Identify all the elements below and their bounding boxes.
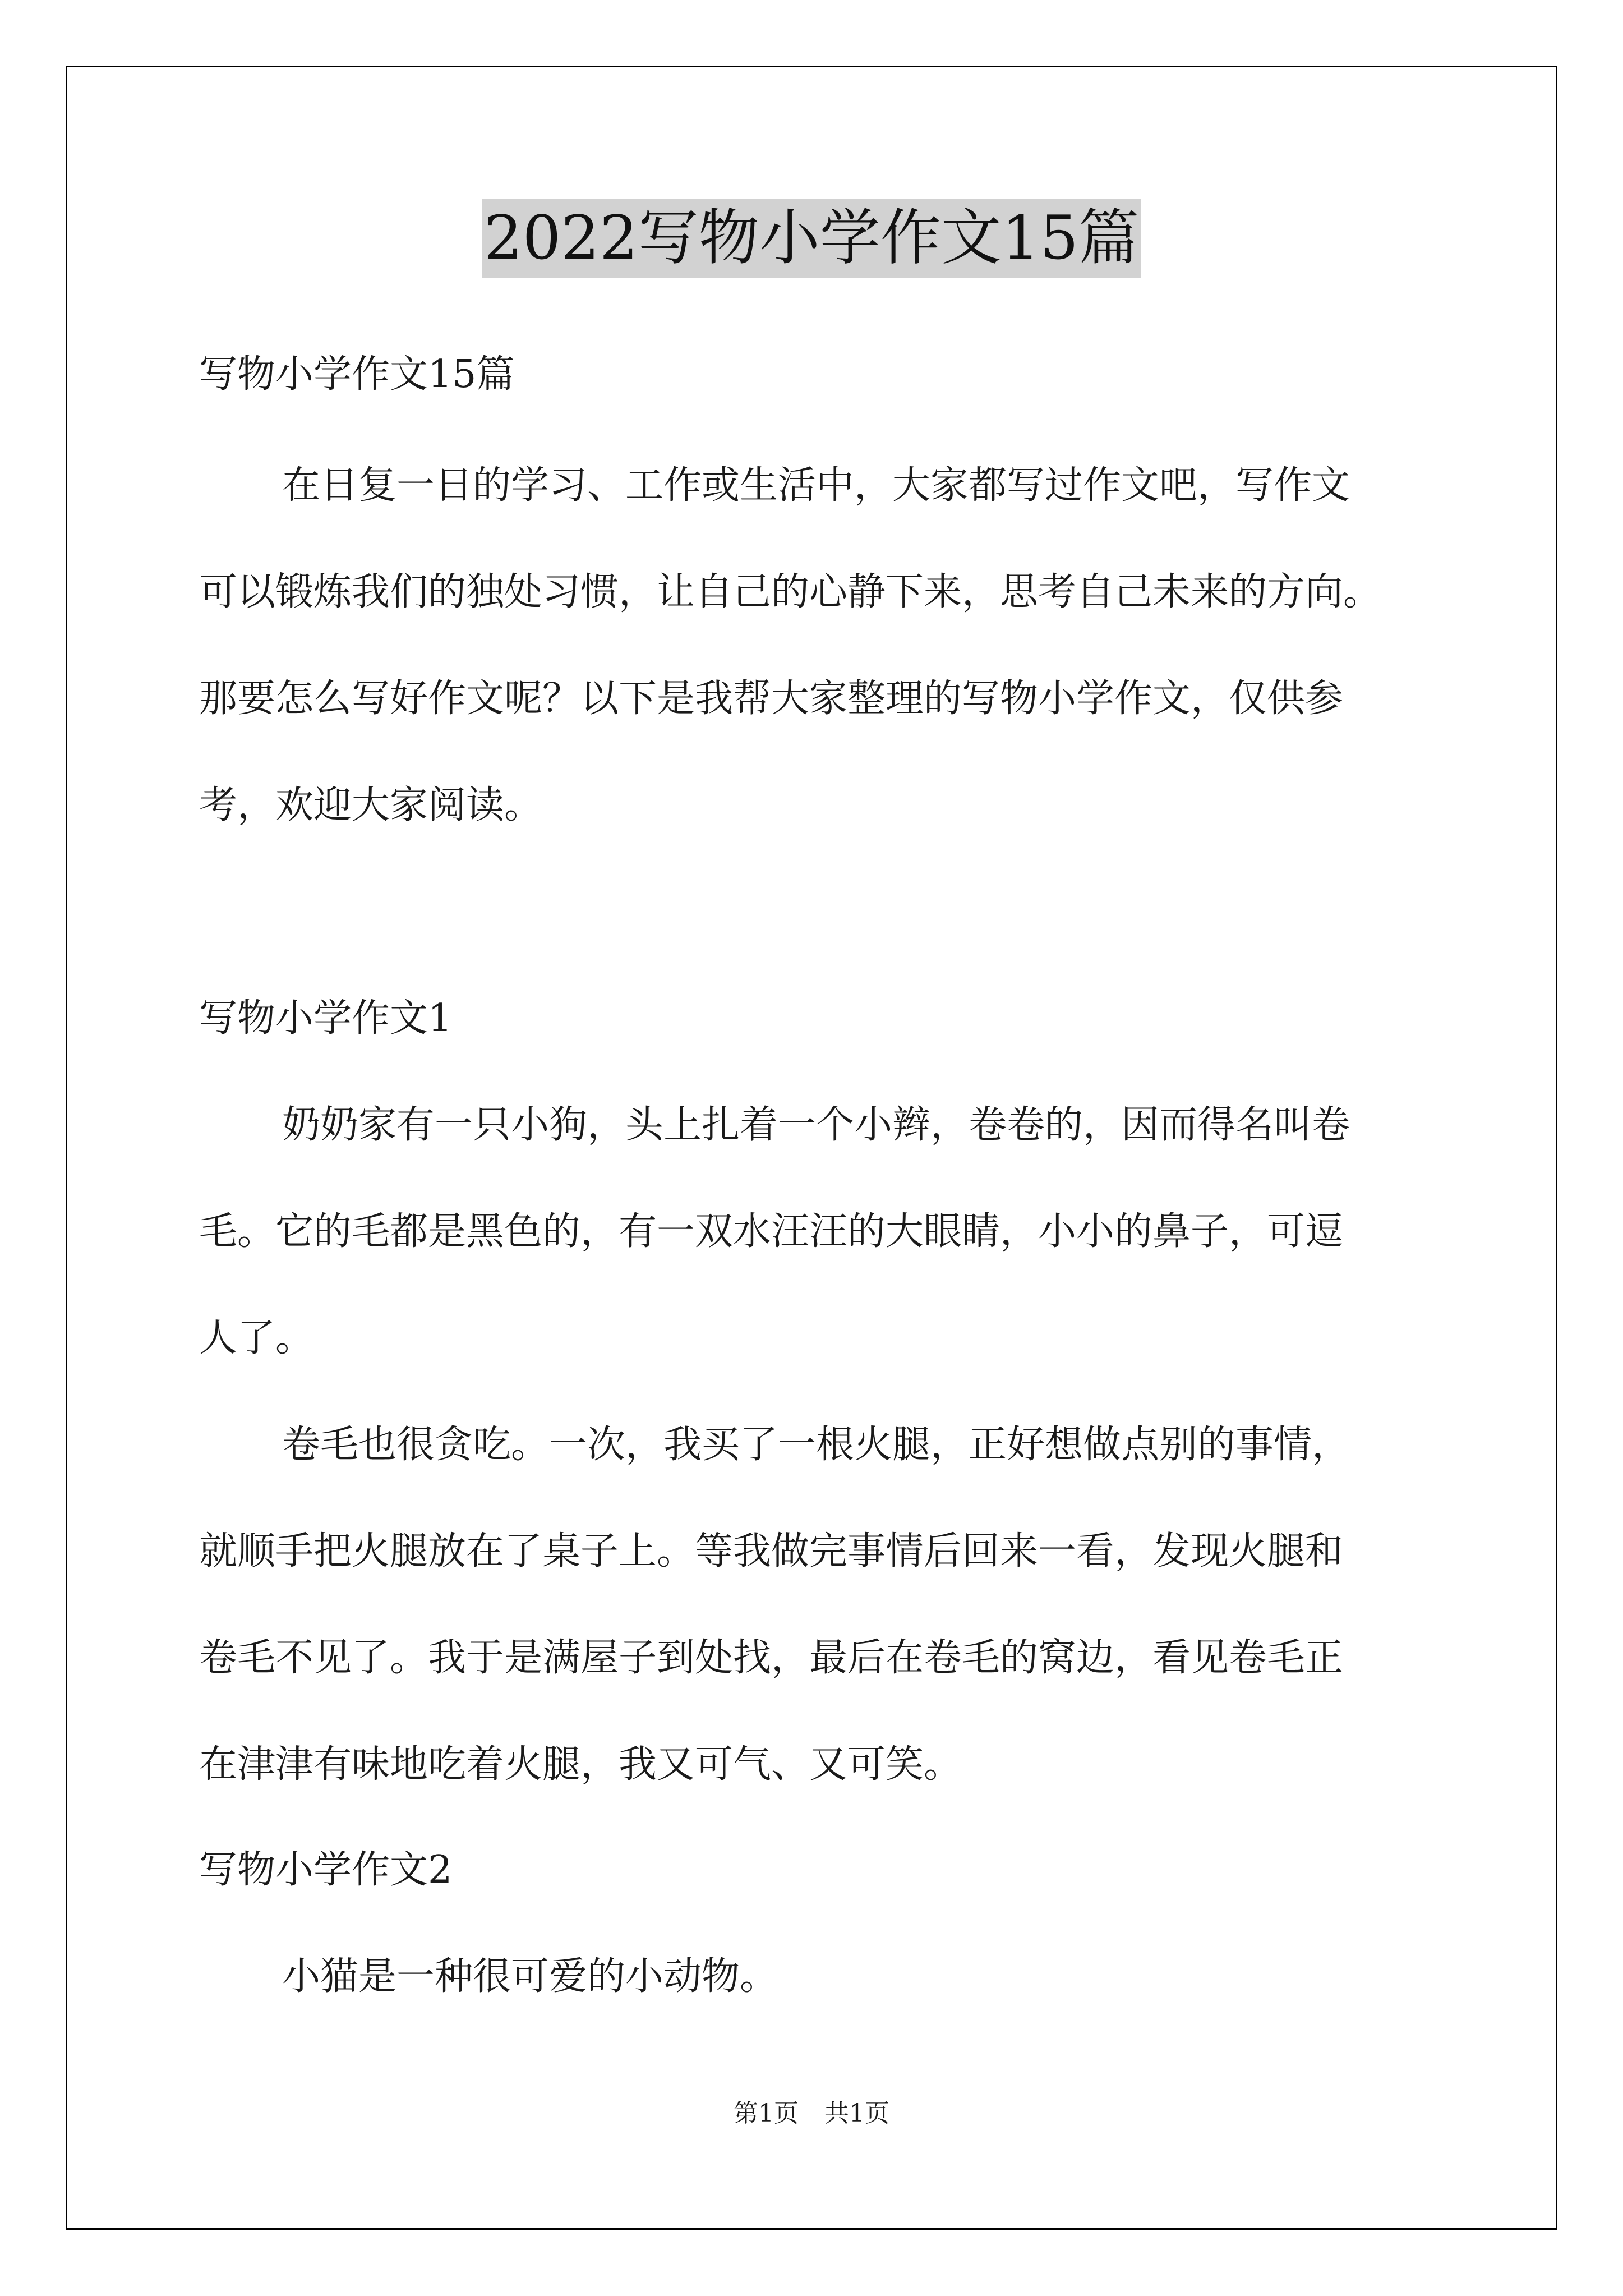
- title-block: [0, 199, 1623, 278]
- essay-1-line: 奶奶家有一只小狗，头上扎着一个小辫，卷卷的，因而得名叫卷: [282, 1103, 1350, 1147]
- essay-2-line: 小猫是一种很可爱的小动物。: [282, 1954, 778, 1999]
- essay-1-line: 卷毛不见了。我于是满屋子到处找，最后在卷毛的窝边，看见卷毛正: [199, 1636, 1344, 1680]
- intro-paragraph-line: 考，欢迎大家阅读。: [199, 783, 543, 827]
- intro-paragraph-line: 可以锻炼我们的独处习惯，让自己的心静下来，思考自己未来的方向。: [199, 570, 1382, 614]
- essay-1-line: 毛。它的毛都是黑色的，有一双水汪汪的大眼睛，小小的鼻子，可逗: [199, 1209, 1344, 1254]
- page-footer: [0, 2098, 1623, 2129]
- page-number: 第1页: [734, 2099, 799, 2128]
- intro-paragraph-line: 那要怎么写好作文呢？以下是我帮大家整理的写物小学作文，仅供参: [199, 677, 1344, 721]
- essay-1-line: 就顺手把火腿放在了桌子上。等我做完事情后回来一看，发现火腿和: [199, 1529, 1344, 1573]
- essay-2-heading: 写物小学作文2: [199, 1848, 453, 1892]
- essay-1-line: 人了。: [199, 1316, 314, 1360]
- intro-heading: 写物小学作文15篇: [199, 352, 515, 397]
- intro-paragraph-line: 在日复一日的学习、工作或生活中，大家都写过作文吧，写作文: [282, 463, 1350, 508]
- page-total: 共1页: [824, 2099, 889, 2128]
- essay-1-line: 在津津有味地吃着火腿，我又可气、又可笑。: [199, 1742, 962, 1787]
- essay-1-heading: 写物小学作文1: [199, 996, 453, 1041]
- essay-1-line: 卷毛也很贪吃。一次，我买了一根火腿，正好想做点别的事情，: [282, 1423, 1350, 1467]
- document-title: 2022写物小学作文15篇: [482, 199, 1141, 278]
